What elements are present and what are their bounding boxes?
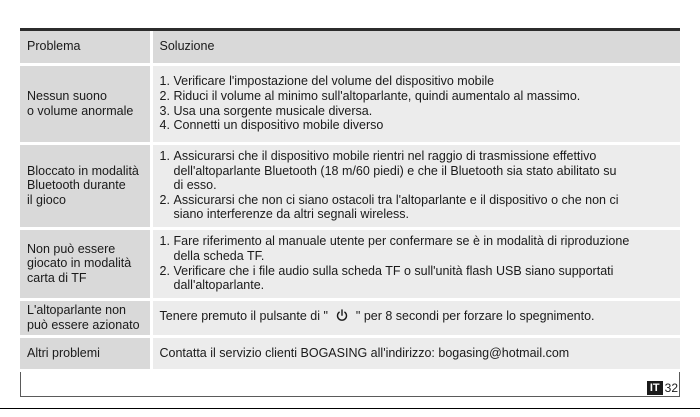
top-bar bbox=[20, 19, 680, 31]
problem-cell bbox=[20, 143, 151, 228]
troubleshooting-table bbox=[20, 31, 680, 372]
table-row bbox=[20, 336, 680, 370]
item-line: Assicurarsi che non ci siano ostacoli tra l'altoparlante e il dispositivo o che non ci bbox=[173, 192, 619, 207]
solution-item bbox=[160, 234, 674, 263]
solution-cell bbox=[151, 143, 680, 228]
item-number: 2. bbox=[159, 192, 170, 207]
problem-line: può essere azionato bbox=[27, 317, 140, 332]
solution-list bbox=[160, 149, 674, 222]
item-line: della scheda TF. bbox=[173, 248, 265, 263]
item-number: 1. bbox=[159, 74, 170, 89]
item-line: Fare riferimento al manuale utente per confermare se è in modalità di riproduzione bbox=[173, 234, 630, 249]
table-row bbox=[20, 228, 680, 299]
item-line: di esso. bbox=[173, 178, 217, 193]
item-line: Assicurarsi che il dispositivo mobile rientri nel raggio di trasmissione effettivo bbox=[173, 149, 597, 164]
item-number: 1. bbox=[159, 234, 170, 249]
solution-cell bbox=[151, 299, 680, 336]
solution-item bbox=[160, 104, 674, 119]
power-icon bbox=[336, 309, 348, 326]
problem-line: Altri problemi bbox=[27, 345, 100, 360]
table-header-row bbox=[20, 31, 680, 64]
problem-line: Non può essere bbox=[27, 241, 116, 256]
solution-text-before: Tenere premuto il pulsante di " bbox=[159, 309, 328, 324]
table-row bbox=[20, 64, 680, 143]
solution-cell bbox=[151, 64, 680, 143]
item-number: 2. bbox=[159, 263, 170, 278]
item-number: 2. bbox=[159, 88, 170, 103]
solution-text-after: " per 8 secondi per forzare lo spegnimento. bbox=[355, 309, 595, 324]
item-line: Usa una sorgente musicale diversa. bbox=[173, 103, 373, 118]
solution-cell bbox=[151, 336, 680, 370]
page-number-badge bbox=[647, 381, 678, 395]
item-number: 1. bbox=[159, 149, 170, 164]
problem-line: Nessun suono bbox=[27, 88, 107, 103]
solution-text: Contatta il servizio clienti BOGASING all'indirizzo: bogasing@hotmail.com bbox=[159, 345, 570, 360]
solution-item bbox=[160, 193, 674, 222]
solution-item bbox=[160, 89, 674, 104]
item-line: dell'altoparlante Bluetooth (18 m/60 piedi) e che il Bluetooth sia stato abilitato su bbox=[173, 163, 617, 178]
problem-cell bbox=[20, 299, 151, 336]
solution-item bbox=[160, 149, 674, 193]
solution-list bbox=[160, 74, 674, 132]
language-label: IT bbox=[647, 381, 663, 395]
solution-item bbox=[160, 118, 674, 133]
item-number: 4. bbox=[159, 118, 170, 133]
solution-list bbox=[160, 234, 674, 292]
problem-line: L'altoparlante non bbox=[27, 302, 126, 317]
problem-line: il gioco bbox=[27, 192, 66, 207]
solution-item bbox=[160, 74, 674, 89]
problem-cell bbox=[20, 64, 151, 143]
problem-line: carta di TF bbox=[27, 270, 87, 285]
solution-item bbox=[160, 264, 674, 293]
header-problem: Problema bbox=[20, 31, 151, 64]
header-solution: Soluzione bbox=[151, 31, 680, 64]
item-line: Connetti un dispositivo mobile diverso bbox=[173, 118, 384, 133]
item-number: 3. bbox=[159, 103, 170, 118]
page-number: 32 bbox=[664, 381, 678, 395]
item-line: dall'altoparlante. bbox=[173, 278, 265, 293]
problem-line: o volume anormale bbox=[27, 103, 134, 118]
item-line: Riduci il volume al minimo sull'altoparlante, quindi aumentalo al massimo. bbox=[173, 88, 581, 103]
problem-line: giocato in modalità bbox=[27, 256, 132, 271]
problem-line: Bloccato in modalità bbox=[27, 163, 139, 178]
item-line: Verificare che i file audio sulla scheda TF o sull'unità flash USB siano supportati bbox=[173, 263, 614, 278]
bottom-rule bbox=[0, 408, 700, 409]
problem-cell bbox=[20, 228, 151, 299]
table-row bbox=[20, 143, 680, 228]
table-row bbox=[20, 299, 680, 336]
problem-line: Bluetooth durante bbox=[27, 178, 126, 193]
item-line: Verificare l'impostazione del volume del dispositivo mobile bbox=[173, 74, 495, 89]
problem-cell bbox=[20, 336, 151, 370]
item-line: siano interferenze da altri segnali wireless. bbox=[173, 207, 410, 222]
solution-cell bbox=[151, 228, 680, 299]
